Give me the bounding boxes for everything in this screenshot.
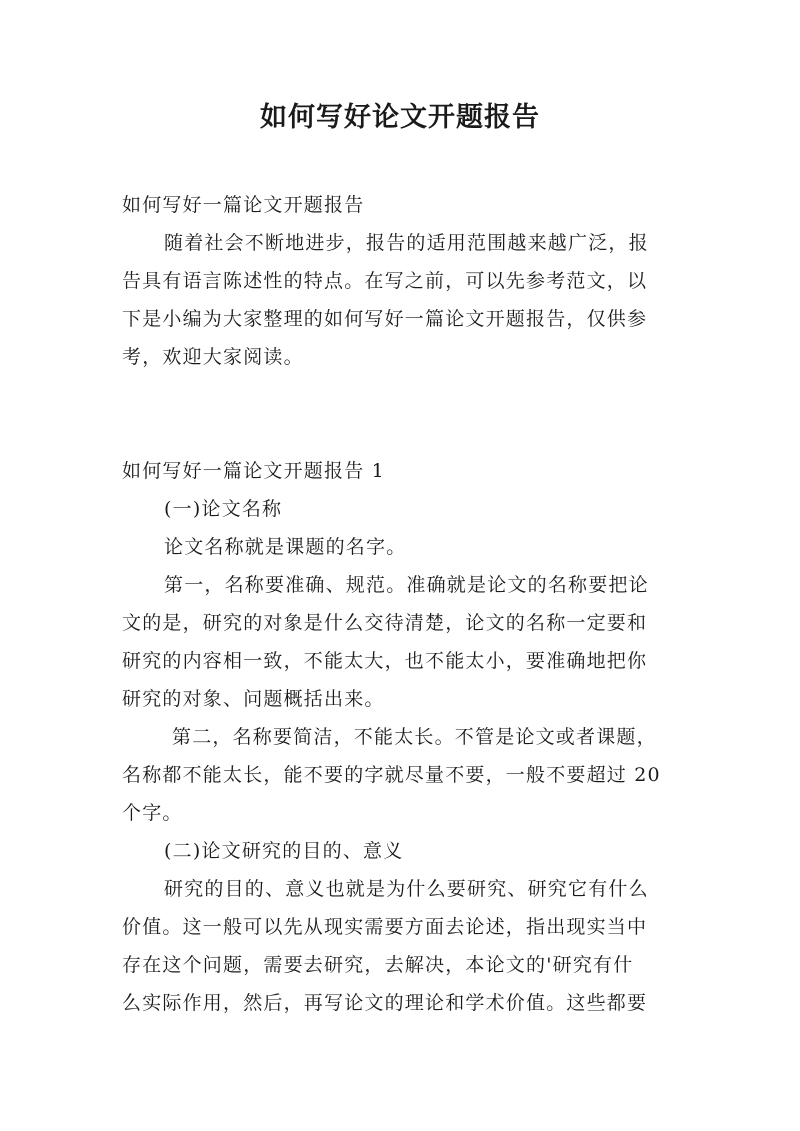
purpose-line-2: 价值。这一般可以先从现实需要方面去论述，指出现实当中 <box>122 916 648 938</box>
subtitle: 如何写好一篇论文开题报告 <box>122 194 365 216</box>
purpose-line-3: 存在这个问题，需要去研究，去解决，本论文的'研究有什 <box>122 954 634 976</box>
point-2-line-3: 个字。 <box>122 802 183 824</box>
point-1-line-3: 研究的内容相一致，不能太大，也不能太小，要准确地把你 <box>122 650 648 672</box>
purpose-line-1: 研究的目的、意义也就是为什么要研究、研究它有什么 <box>164 878 649 900</box>
point-1-line-1: 第一，名称要准确、规范。准确就是论文的名称要把论 <box>164 574 649 596</box>
section-spacer <box>122 376 682 452</box>
purpose-line-4: 么实际作用，然后，再写论文的理论和学术价值。这些都要 <box>122 992 648 1014</box>
intro-line-1: 随着社会不断地进步，报告的适用范围越来越广泛，报 <box>164 232 649 254</box>
intro-line-4: 考，欢迎大家阅读。 <box>122 346 304 368</box>
sub-heading-1: (一)论文名称 <box>164 498 283 520</box>
intro-line-2: 告具有语言陈述性的特点。在写之前，可以先参考范文，以 <box>122 270 648 292</box>
point-2-line-2: 名称都不能太长，能不要的字就尽量不要，一般不要超过 20 <box>122 764 661 786</box>
document-title: 如何写好论文开题报告 <box>260 102 540 133</box>
sub-1-line: 论文名称就是课题的名字。 <box>164 536 407 558</box>
point-1-line-2: 文的是，研究的对象是什么交待清楚，论文的名称一定要和 <box>122 612 648 634</box>
intro-line-3: 下是小编为大家整理的如何写好一篇论文开题报告，仅供参 <box>122 308 648 330</box>
section-1-heading: 如何写好一篇论文开题报告 1 <box>122 460 385 482</box>
sub-heading-2: (二)论文研究的目的、意义 <box>164 840 404 862</box>
point-2-line-1: 第二，名称要简洁，不能太长。不管是论文或者课题， <box>172 726 657 748</box>
document-body <box>122 186 682 1022</box>
point-1-line-4: 研究的对象、问题概括出来。 <box>122 688 385 710</box>
